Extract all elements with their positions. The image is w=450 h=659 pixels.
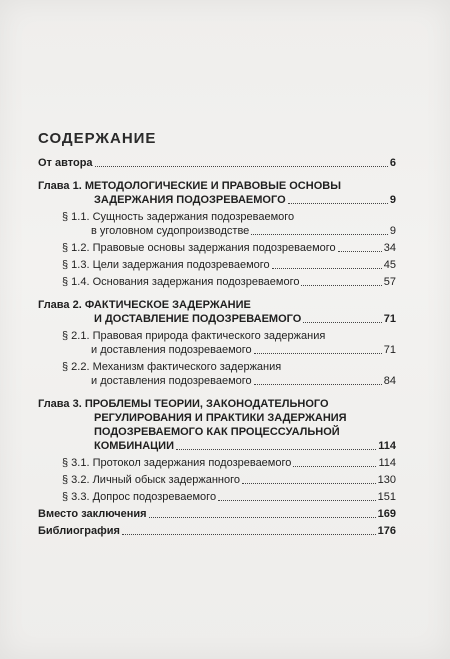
dot-leader [301,284,381,286]
toc-section-2-1 [38,329,396,357]
section-title-last-line [62,374,396,388]
toc-page-number: 45 [383,259,396,271]
chapter-title-last-line [38,193,396,207]
toc-section-2-2 [38,360,396,388]
toc-entry-label: От автора [38,157,93,169]
section-title-line: и доставления подозреваемого [91,344,252,356]
toc-section-1-2 [38,241,396,255]
section-title: § 1.4. Основания задержания подозреваемого [62,276,300,288]
chapter-title-line: ПОДОЗРЕВАЕМОГО КАК ПРОЦЕССУАЛЬНОЙ [94,426,340,438]
section-title-line: в уголовном судопроизводстве [91,225,250,237]
dot-leader [303,321,381,323]
dot-leader [254,352,382,354]
table-of-contents [38,156,396,538]
section-title-line: § 2.1. Правовая природа фактического задержания [62,330,326,342]
dot-leader [149,516,376,518]
section-title: § 1.3. Цели задержания подозреваемого [62,259,270,271]
toc-entry-label: Библиография [38,525,120,537]
dot-leader [122,533,376,535]
dot-leader [288,202,388,204]
chapter-title-line: И ДОСТАВЛЕНИЕ ПОДОЗРЕВАЕМОГО [94,313,302,325]
toc-section-3-3 [38,490,396,504]
dot-leader [293,465,376,467]
section-title-line: § 2.2. Механизм фактического задержания [62,361,282,373]
chapter-title-last-line [38,439,396,453]
chapter-title-line: Глава 1. МЕТОДОЛОГИЧЕСКИЕ И ПРАВОВЫЕ ОСНОВЫ [38,180,341,192]
section-title-line: и доставления подозреваемого [91,375,252,387]
dot-leader [176,448,376,450]
toc-section-1-1 [38,210,396,238]
toc-page-number: 6 [389,157,396,169]
toc-page-number: 114 [378,440,396,452]
toc-chapter-2 [38,298,396,326]
toc-page-number: 176 [377,525,396,537]
toc-page-number: 130 [377,474,396,486]
dot-leader [95,165,388,167]
toc-section-1-4 [38,275,396,289]
toc-entry-label: Вместо заключения [38,508,147,520]
section-title: § 3.3. Допрос подозреваемого [62,491,217,503]
toc-entry-bibliography [38,524,396,538]
toc-chapter-1 [38,179,396,207]
page-title: СОДЕРЖАНИЕ [38,130,157,147]
toc-entry-conclusion [38,507,396,521]
dot-leader [272,267,382,269]
chapter-title-line: Глава 2. ФАКТИЧЕСКОЕ ЗАДЕРЖАНИЕ [38,299,251,311]
toc-page-number: 169 [377,508,396,520]
toc-page-number: 71 [383,344,396,356]
dot-leader [254,383,382,385]
toc-page-number: 151 [377,491,396,503]
section-title: § 3.1. Протокол задержания подозреваемого [62,457,292,469]
toc-page-number: 84 [383,375,396,387]
section-title: § 1.2. Правовые основы задержания подозреваемого [62,242,336,254]
toc-page-number: 34 [383,242,396,254]
toc-section-3-2 [38,473,396,487]
toc-page-number: 9 [389,194,396,206]
section-title: § 3.2. Личный обыск задержанного [62,474,240,486]
toc-page-number: 9 [389,225,396,237]
toc-section-3-1 [38,456,396,470]
section-title-line: § 1.1. Сущность задержания подозреваемого [62,211,295,223]
chapter-title-last-line [38,312,396,326]
toc-page-number: 114 [378,457,396,469]
chapter-title-line: ЗАДЕРЖАНИЯ ПОДОЗРЕВАЕМОГО [94,194,286,206]
toc-section-1-3 [38,258,396,272]
chapter-title-line: Глава 3. ПРОБЛЕМЫ ТЕОРИИ, ЗАКОНОДАТЕЛЬНОГО [38,398,329,410]
toc-chapter-3 [38,397,396,453]
toc-page-number: 71 [383,313,396,325]
section-title-last-line [62,224,396,238]
dot-leader [218,499,376,501]
toc-entry-author [38,156,396,170]
chapter-title-line: РЕГУЛИРОВАНИЯ И ПРАКТИКИ ЗАДЕРЖАНИЯ [94,412,347,424]
dot-leader [338,250,382,252]
section-title-last-line [62,343,396,357]
dot-leader [251,233,388,235]
dot-leader [242,482,376,484]
toc-page-number: 57 [383,276,396,288]
chapter-title-line: КОМБИНАЦИИ [94,440,174,452]
